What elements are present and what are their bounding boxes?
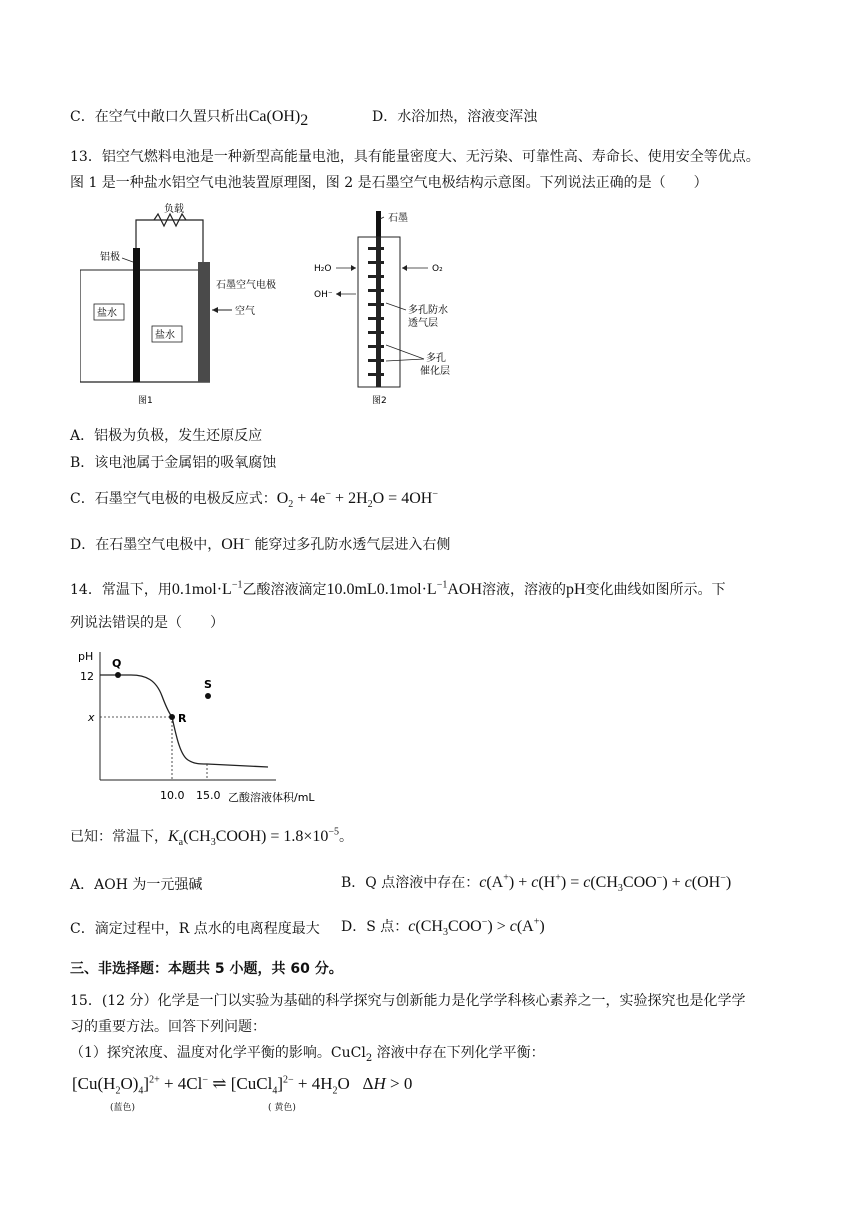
q13-option-a: A．铝极为负极，发生还原反应 [70,428,263,444]
section-3-heading: 三、非选择题：本题共 5 小题，共 60 分。 [70,961,343,977]
q14-option-a: A．AOH 为一元强碱 [70,877,203,893]
label-graphite: 石墨 [388,213,408,224]
q13-stem-line1: 13．铝空气燃料电池是一种新型高能量电池，具有能量密度大、无污染、可靠性高、寿命长、使用安全等优点。 [70,149,760,165]
q13-option-d: D．在石墨空气电极中，OH− 能穿过多孔防水透气层进入右侧 [70,534,451,553]
q14-option-c: C．滴定过程中，R 点水的电离程度最大 [70,921,320,937]
label-blue: (蓝色) [110,1103,136,1113]
label-catalyst-2: 催化层 [420,366,450,377]
q15-part-1: （1）探究浓度、温度对化学平衡的影响。CuCl$_2$ 溶液中存在下列化学平衡： [70,1045,545,1064]
label-porous-layer-1: 多孔防水 [408,305,448,316]
label-porous-layer-2: 透气层 [408,318,438,329]
figure-1-battery [80,200,300,410]
point-label-r: R [178,712,187,725]
q15-stem-line2: 习的重要方法。回答下列问题： [70,1019,266,1035]
label-h2o: H₂O [314,264,332,274]
label-brine-left: 盐水 [97,308,117,319]
q13-stem-line2: 图 1 是一种盐水铝空气电池装置原理图，图 2 是石墨空气电极结构示意图。下列说法正确的是（ ） [70,175,708,191]
q13-option-c: C．石墨空气电极的电极反应式：$O_2 + 4e^- + 2H_2O = 4OH^-$ [70,488,438,511]
q12-option-d: D．水浴加热，溶液变浑浊 [372,109,538,125]
graphite-electrode [198,262,210,382]
label-air: 空气 [235,306,255,317]
y-axis-label: pH [78,650,94,663]
x-axis-label: 乙酸溶液体积/mL [228,791,315,804]
q15-stem-line1: 15．(12 分）化学是一门以实验为基础的科学探究与创新能力是化学学科核心素养之一，实验探究也是化学学 [70,993,746,1009]
q14-known: 已知：常温下，$K_a(CH_3COOH) = 1.8\times 10^{-5}$。 [70,826,354,849]
y-tick-12: 12 [80,670,94,683]
point-r [169,714,175,720]
figure-2-caption: 图2 [372,396,387,406]
point-label-s: S [204,678,212,691]
q14-option-d: D．S 点：$c(CH_3COO^-) > c(A^+)$ [341,916,545,939]
figure-1-caption: 图1 [138,396,153,406]
label-brine-right: 盐水 [155,330,175,341]
x-tick-10: 10.0 [160,789,185,802]
label-load: 负载 [164,204,184,215]
x-tick-15: 15.0 [196,789,221,802]
label-oh: OH⁻ [314,290,333,300]
label-aluminum: 铝极 [100,252,120,263]
label-graphite-electrode: 石墨空气电极 [216,280,276,291]
q12-option-c: C．在空气中敞口久置只析出$Ca(OH)_2$ [70,108,309,129]
q14-option-b: B．Q 点溶液中存在：$c(A^+) + c(H^+) = c(CH_3COO^-) + c(OH^-)$ [341,872,732,895]
q14-stem-line2: 列说法错误的是（ ） [70,615,224,631]
aluminum-electrode [133,248,140,382]
q15-equilibrium: $[Cu(H_2O)_4]^{2+} + 4Cl^-$ ⇌ [CuCl$_4$]$^{2-}$ + $4H_2O$ ΔH > 0 [72,1074,413,1097]
label-yellow: ( 黄色) [268,1103,296,1113]
titration-chart [76,640,346,810]
y-tick-x: x [88,711,95,724]
q14-stem-line1: 14．常温下，用$0.1mol\cdot L^{-1}$乙酸溶液滴定$10.0mL0.1mol\cdot L^{-1}AOH$溶液，溶液的pH变化曲线如图所示。下 [70,579,726,598]
q13-option-b: B．该电池属于金属铝的吸氧腐蚀 [70,455,277,471]
figure-2-electrode [310,205,470,410]
point-label-q: Q [112,657,122,670]
label-o2: O₂ [432,264,443,274]
point-s [205,693,211,699]
label-catalyst-1: 多孔 [426,353,446,364]
point-q [115,672,121,678]
